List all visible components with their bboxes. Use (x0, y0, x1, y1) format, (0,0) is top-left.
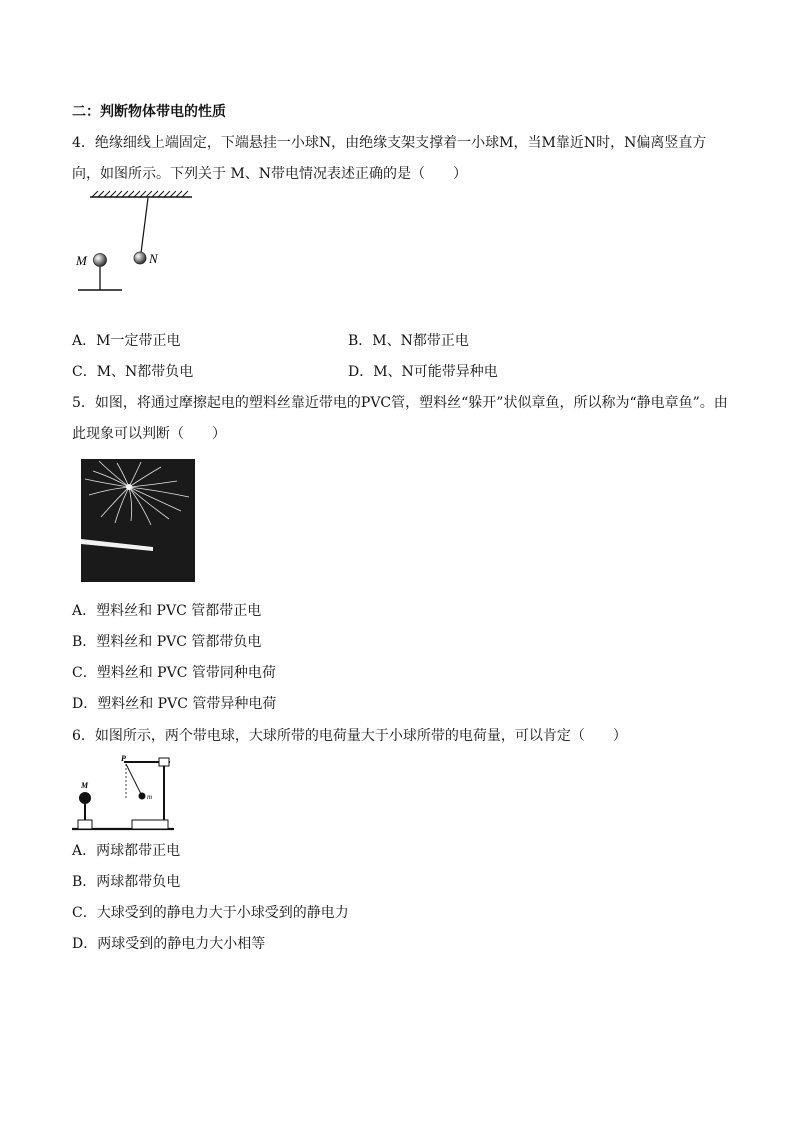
label-big-ball: M (81, 781, 89, 790)
q4-stem-line2: 向，如图所示。下列关于 M、N带电情况表述正确的是（ ） (72, 166, 468, 182)
suspension-thread (126, 764, 141, 794)
q5-stem-line2: 此现象可以判断（ ） (72, 426, 226, 442)
label-small-ball: m (147, 793, 153, 801)
q5-option-c: C．塑料丝和 PVC 管带同种电荷 (72, 665, 276, 681)
q5-photo-static-octopus (81, 459, 195, 582)
q6-figure-two-charges (70, 752, 180, 832)
small-ball (139, 793, 146, 800)
q6-option-b: B．两球都带负电 (72, 874, 181, 890)
q4-stem-line1: 4．绝缘细线上端固定，下端悬挂一小球N，由绝缘支架支撑着一小球M，当M靠近N时，N偏离竖直方 (72, 135, 707, 151)
q4-figure-pendulum (72, 190, 202, 298)
label-m: M (76, 253, 87, 268)
label-pivot: P (121, 754, 126, 763)
ceiling-hatch (90, 191, 192, 197)
q4-option-c: C．M、N都带负电 (72, 364, 194, 380)
q6-option-d: D．两球受到的静电力大小相等 (72, 936, 266, 952)
q4-option-b: B．M、N都带正电 (348, 333, 469, 349)
thread-line (141, 198, 148, 253)
right-stand-base (132, 820, 168, 829)
q5-option-d: D．塑料丝和 PVC 管带异种电荷 (72, 696, 277, 712)
label-n: N (149, 251, 158, 266)
ball-m (94, 254, 107, 267)
q6-option-a: A．两球都带正电 (72, 843, 181, 859)
q6-stem: 6．如图所示，两个带电球，大球所带的电荷量大于小球所带的电荷量，可以肯定（ ） (72, 728, 627, 744)
q5-stem-line1: 5．如图，将通过摩擦起电的塑料丝靠近带电的PVC管，塑料丝“躲开”状似章鱼，所以称为“静电章鱼”。由 (72, 395, 728, 411)
q4-option-a: A．M一定带正电 (72, 333, 181, 349)
q4-option-d: D．M、N可能带异种电 (348, 364, 498, 380)
big-ball (79, 792, 91, 804)
section-title: 二：判断物体带电的性质 (72, 104, 226, 120)
q5-option-b: B．塑料丝和 PVC 管都带负电 (72, 634, 262, 650)
q5-option-a: A．塑料丝和 PVC 管都带正电 (72, 603, 262, 619)
left-stand-base (78, 820, 92, 829)
ball-n (134, 252, 146, 264)
q6-option-c: C．大球受到的静电力大于小球受到的静电力 (72, 905, 349, 921)
